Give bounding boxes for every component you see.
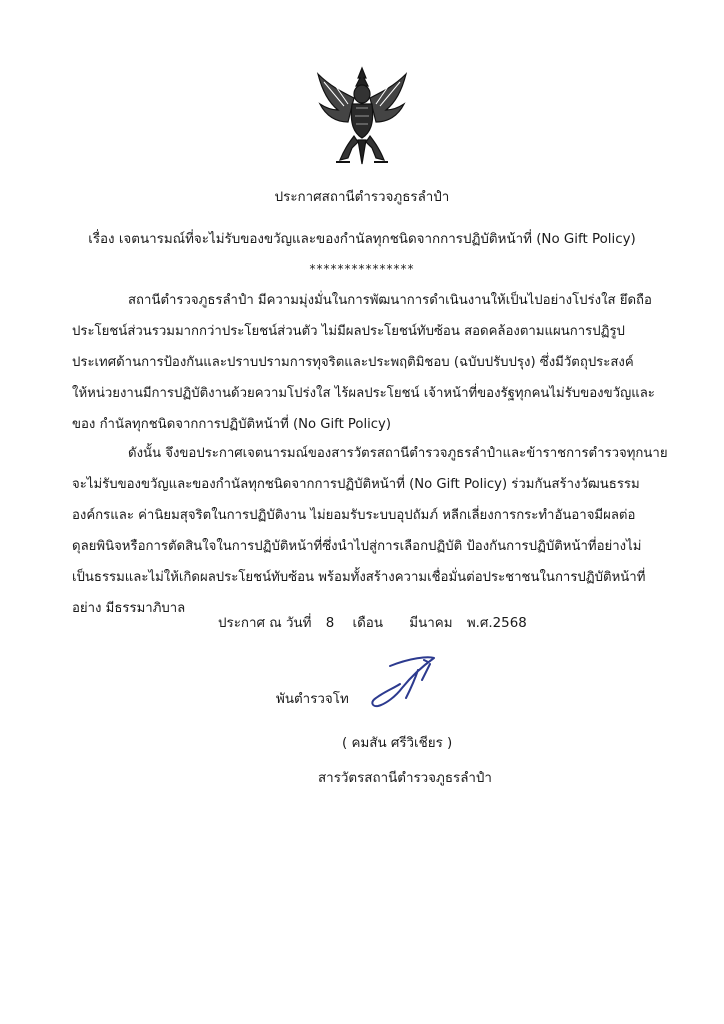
date-prefix: ประกาศ ณ วันที่ bbox=[218, 616, 312, 631]
paragraph2-line: ดังนั้น จึงขอประกาศเจตนารมณ์ของสารวัตรสถานีตำรวจภูธรลำปำและข้าราชการตำรวจทุกนาย bbox=[128, 446, 668, 461]
handwritten-signature bbox=[360, 654, 450, 714]
paragraph1-line: สถานีตำรวจภูธรลำปำ มีความมุ่งมั่นในการพัฒนาการดำเนินงานให้เป็นไปอย่างโปร่งใส ยึดถือ bbox=[128, 293, 652, 308]
garuda-emblem-icon bbox=[314, 64, 410, 168]
date-year: พ.ศ.2568 bbox=[466, 616, 527, 631]
paragraph2-line: อย่าง มีธรรมาภิบาล bbox=[72, 601, 186, 616]
garuda-emblem-graphic bbox=[314, 64, 410, 168]
date-month: มีนาคม bbox=[409, 616, 453, 631]
signer-rank: พันตำรวจโท bbox=[276, 692, 349, 707]
paragraph1-line: ของ กำนัลทุกชนิดจากการปฏิบัติหน้าที่ (No Gift Policy) bbox=[72, 417, 392, 432]
paragraph1-line: ให้หน่วยงานมีการปฏิบัติงานด้วยความโปร่งใส ไร้ผลประโยชน์ เจ้าหน้าที่ของรัฐทุกคนไม่รับของขวัญและ bbox=[72, 386, 655, 401]
date-day: 8 bbox=[325, 616, 335, 631]
paragraph2-line: เป็นธรรมและไม่ให้เกิดผลประโยชน์ทับซ้อน พร้อมทั้งสร้างความเชื่อมั่นต่อประชาชนในการปฏิบัติหน้าที่ bbox=[72, 570, 646, 585]
separator: *************** bbox=[309, 262, 415, 276]
paragraph2-line: ดุลยพินิจหรือการตัดสินใจในการปฏิบัติหน้าที่ซึ่งนำไปสู่การเลือกปฏิบัติ ป้องกันการปฏิบัติหน้าที่อย่างไม่ bbox=[72, 539, 642, 554]
announcement-date bbox=[218, 612, 527, 633]
paragraph2-line: องค์กรและ ค่านิยมสุจริตในการปฏิบัติงาน ไม่ยอมรับระบบอุปถัมภ์ หลีกเลี่ยงการกระทำอันอาจมีผลต่อ bbox=[72, 508, 636, 523]
paragraph2-line: จะไม่รับของขวัญและของกำนัลทุกชนิดจากการปฏิบัติหน้าที่ (No Gift Policy) ร่วมกันสร้างวัฒนธรรม bbox=[72, 477, 640, 492]
date-month-label: เดือน bbox=[352, 616, 383, 631]
paragraph1-line: ประเทศด้านการป้องกันและปราบปรามการทุจริตและประพฤติมิชอบ (ฉบับปรับปรุง) ซึ่งมีวัตถุประสงค์ bbox=[72, 355, 634, 370]
paragraph1-line: ประโยชน์ส่วนรวมมากกว่าประโยชน์ส่วนตัว ไม่มีผลประโยชน์ทับซ้อน สอดคล้องตามแผนการปฏิรูป bbox=[72, 324, 625, 339]
signer-name: ( คมสัน ศรีวิเชียร ) bbox=[342, 736, 453, 751]
document-subject: เรื่อง เจตนารมณ์ที่จะไม่รับของขวัญและของกำนัลทุกชนิดจากการปฏิบัติหน้าที่ (No Gift Policy) bbox=[88, 232, 636, 247]
document-title: ประกาศสถานีตำรวจภูธรลำปำ bbox=[274, 190, 450, 205]
signature-stroke bbox=[360, 654, 450, 714]
signer-position: สารวัตรสถานีตำรวจภูธรลำปำ bbox=[318, 771, 492, 786]
